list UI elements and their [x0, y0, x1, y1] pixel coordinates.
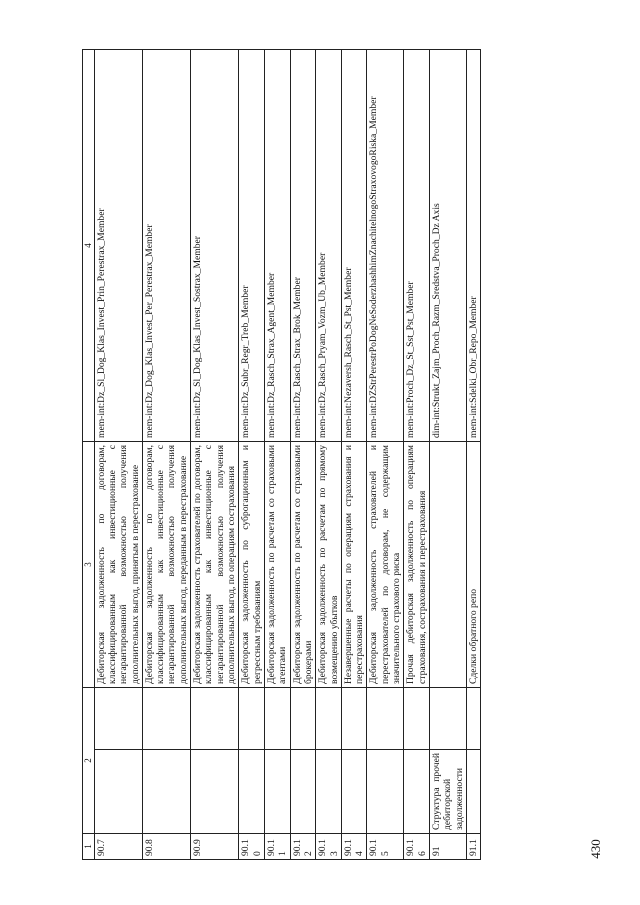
row-structure: [466, 750, 480, 834]
header-col-2: 2: [83, 688, 95, 834]
table-row: [94, 50, 142, 860]
row-structure: [191, 750, 239, 834]
table-row: [264, 50, 290, 860]
row-number: 90.11: [264, 834, 290, 860]
row-description: Дебиторская задолженность по договорам, классифицированным как инвестиционные с негарантированной возможностью получения дополнительных выгод, принятым в перестрахование: [94, 442, 142, 688]
row-code: mem-int:Nezaversh_Rasch_St_Pst_Member: [341, 50, 367, 442]
row-spacer: [94, 688, 142, 750]
row-structure: Структура прочей дебиторской задолженности: [430, 750, 467, 834]
row-structure: [264, 750, 290, 834]
row-description: Дебиторская задолженность по договорам, классифицированным как инвестиционные с негарантированной возможностью получения дополнительных выгод, переданным в перестрахование: [142, 442, 190, 688]
row-description: [430, 442, 467, 688]
row-code: mem-int:Dz_Dog_Klas_Invest_Per_Perestrax_Member: [142, 50, 190, 442]
row-code: mem-int:Dz_Rasch_Pryam_Vozm_Ub_Member: [316, 50, 342, 442]
row-code: mem-int:Dz_Rasch_Strax_Agent_Member: [264, 50, 290, 442]
row-description: Дебиторская задолженность по суброгационным и регрессным требованиям: [239, 442, 265, 688]
row-spacer: [341, 688, 367, 750]
table-row: [341, 50, 367, 860]
row-structure: [404, 750, 430, 834]
row-spacer: [430, 688, 467, 750]
row-description: Дебиторская задолженность по расчетам со страховыми агентами: [264, 442, 290, 688]
table-header-row: [83, 50, 95, 860]
row-number: 90.7: [94, 834, 142, 860]
row-number: 90.14: [341, 834, 367, 860]
header-col-1: 1: [83, 834, 95, 860]
row-structure: [367, 750, 404, 834]
row-number: 90.13: [316, 834, 342, 860]
row-number: 91: [430, 834, 467, 860]
row-structure: [239, 750, 265, 834]
row-spacer: [316, 688, 342, 750]
row-spacer: [142, 688, 190, 750]
table-row: [290, 50, 316, 860]
row-description: Незавершенные расчеты по операциям страхования и перестрахования: [341, 442, 367, 688]
row-number: 90.10: [239, 834, 265, 860]
row-spacer: [191, 688, 239, 750]
table-row: [404, 50, 430, 860]
row-code: mem-int:Dz_Subr_Regr_Treb_Member: [239, 50, 265, 442]
row-code: mem-int:Dz_Rasch_Strax_Brok_Member: [290, 50, 316, 442]
row-spacer: [239, 688, 265, 750]
row-description: Прочая дебиторская задолженность по операциям страхования, сострахования и перестрахования: [404, 442, 430, 688]
row-code: mem-int:DZStrPerestrPoDogNeSoderzhashhimZnachitelnogoStraxovogoRiska_Member: [367, 50, 404, 442]
xbrl-taxonomy-table: [82, 49, 481, 860]
header-col-3: 3: [83, 442, 95, 688]
table-row: [466, 50, 480, 860]
row-number: 90.9: [191, 834, 239, 860]
header-col-4: 4: [83, 50, 95, 442]
row-description: Дебиторская задолженность по расчетам по прямому возмещению убытков: [316, 442, 342, 688]
row-description: Дебиторская задолженность по расчетам со страховыми брокерами: [290, 442, 316, 688]
page-number: 430: [588, 839, 603, 859]
row-description: Дебиторская задолженность страхователей и перестрахователей по договорам, не содержащим значительного страхового риска: [367, 442, 404, 688]
table-row: [316, 50, 342, 860]
table-row: [367, 50, 404, 860]
table-row: [142, 50, 190, 860]
row-description: Дебиторская задолженность страхователей по договорам, классифицированным как инвестиционные с негарантированной возможностью получения дополнительных выгод, по операциям сострахования: [191, 442, 239, 688]
row-structure: [316, 750, 342, 834]
row-number: 90.8: [142, 834, 190, 860]
row-structure: [341, 750, 367, 834]
row-spacer: [404, 688, 430, 750]
table-row: [239, 50, 265, 860]
row-structure: [290, 750, 316, 834]
row-structure: [142, 750, 190, 834]
rotated-table-frame: [82, 50, 578, 860]
row-number: 90.15: [367, 834, 404, 860]
row-spacer: [367, 688, 404, 750]
table-row: [191, 50, 239, 860]
rotated-table-holder: [82, 50, 578, 860]
row-code: mem-int:Sdelki_Obr_Repo_Member: [466, 50, 480, 442]
row-description: Сделки обратного репо: [466, 442, 480, 688]
row-code: mem-int:Dz_Sl_Dog_Klas_Invest_Sostrax_Member: [191, 50, 239, 442]
row-spacer: [290, 688, 316, 750]
row-number: 91.1: [466, 834, 480, 860]
table-row: [430, 50, 467, 860]
row-structure: [94, 750, 142, 834]
row-code: dim-int:Strukt_Zajm_Proch_Razm_Sredstva_Proch_Dz Axis: [430, 50, 467, 442]
row-number: 90.12: [290, 834, 316, 860]
row-number: 90.16: [404, 834, 430, 860]
row-spacer: [466, 688, 480, 750]
row-spacer: [264, 688, 290, 750]
row-code: mem-int:Dz_Sl_Dog_Klas_Invest_Prin_Perestrax_Member: [94, 50, 142, 442]
row-code: mem-int:Proch_Dz_St_Sst_Pst_Member: [404, 50, 430, 442]
